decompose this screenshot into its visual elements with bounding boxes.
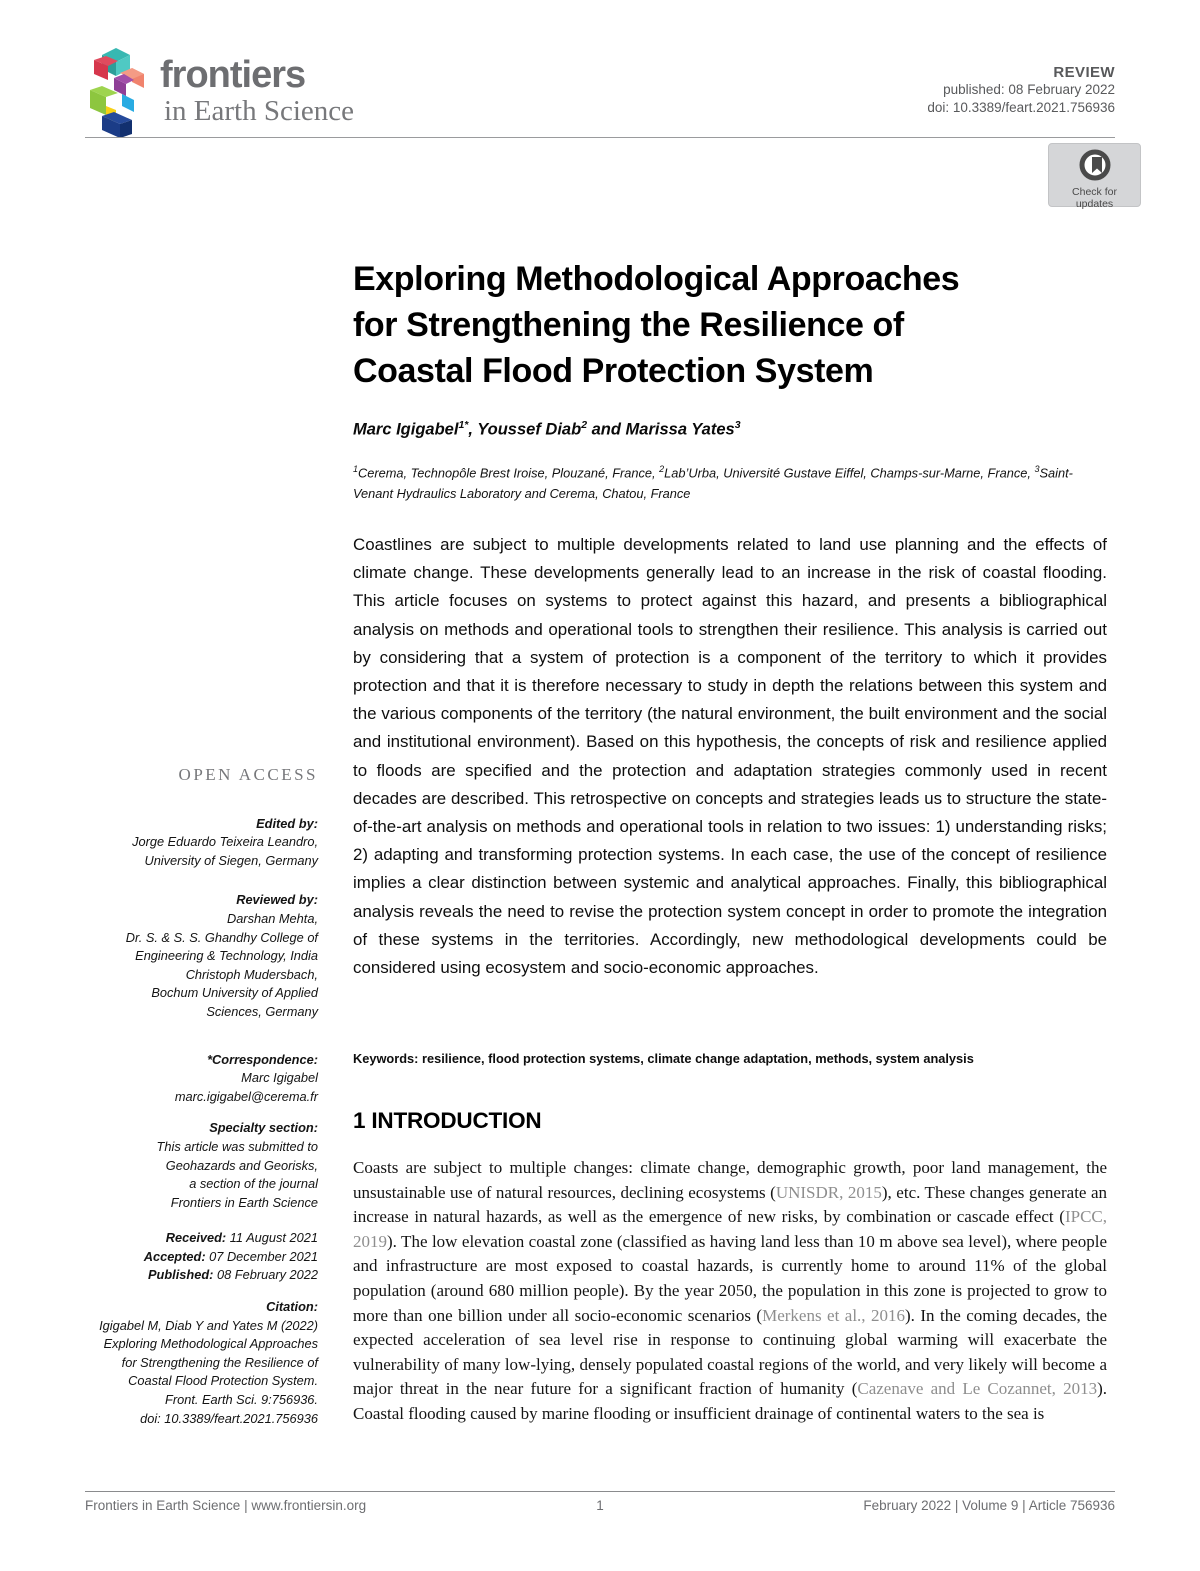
citation-link[interactable]: Cazenave and Le Cozannet, 2013: [857, 1379, 1098, 1399]
sidebar-line: Coastal Flood Protection System.: [128, 1373, 318, 1389]
open-access-label: OPEN ACCESS: [178, 765, 318, 784]
check-for-updates-label: Check for updates: [1072, 186, 1117, 210]
sidebar-date-line: [85, 1248, 318, 1267]
sidebar-block: [85, 891, 318, 1021]
title-line: Exploring Methodological Approaches: [353, 260, 960, 298]
correspondence-email-link[interactable]: marc.igigabel@cerema.fr: [174, 1088, 318, 1104]
sidebar-line: Exploring Methodological Approaches: [103, 1336, 318, 1352]
sidebar-date-line: [85, 1229, 318, 1248]
frontiers-logo-icon: [86, 46, 146, 143]
citation-link[interactable]: Merkens et al., 2016: [762, 1305, 906, 1325]
title-line: Coastal Flood Protection System: [353, 352, 874, 390]
affiliation-sup: 3: [1034, 464, 1040, 474]
section-heading-introduction: 1 INTRODUCTION: [353, 1108, 542, 1133]
header-divider: [85, 137, 1115, 138]
sidebar-block-label: Specialty section:: [209, 1120, 318, 1136]
introduction-paragraph: Coasts are subject to multiple changes: climate change, demographic growth, poor land management, the unsustainable use of natural resources, declining ecosystems (UNISDR, 2015), etc. These changes generate an increase in natural hazards, as well as the emergence of new risks, by combination or cascade effect (IPCC, 2019). The low elevation coastal zone (classified as having land less than 10 m above sea level), where people and infrastructure are most exposed to coastal hazards, is currently home to around 11% of the global population (around 680 million people). By the year 2050, the population in this zone is projected to grow to more than one billion under all socio-economic scenarios (Merkens et al., 2016). In the coming decades, the expected acceleration of sea level rise in response to continuing global warming will exacerbate the vulnerability of many low-lying, densely populated coastal regions of the world, and very likely will become a major threat in the near future for a significant fraction of humanity (Cazenave and Le Cozannet, 2013). Coastal flooding caused by marine flooding or insufficient drainage of continental waters to the sea is: [353, 1158, 1108, 1423]
published-date: published: 08 February 2022: [943, 82, 1115, 97]
article-type-label: REVIEW: [1053, 64, 1115, 81]
footer: [85, 1498, 1115, 1513]
sidebar-date-value: 08 February 2022: [213, 1267, 318, 1283]
author-affiliation-sup: 1*: [458, 419, 469, 431]
page-number: 1: [596, 1498, 604, 1513]
sidebar-block-label: *Correspondence:: [207, 1051, 318, 1067]
sidebar-date-value: 11 August 2021: [226, 1230, 318, 1246]
sidebar-block-label: Edited by:: [256, 815, 318, 831]
citation-link[interactable]: UNISDR, 2015: [775, 1182, 882, 1202]
keywords-line: Keywords: resilience, flood protection systems, climate change adaptation, methods, system analysis: [353, 1051, 974, 1066]
sidebar-line: Geohazards and Georisks,: [165, 1157, 318, 1173]
header-meta: [927, 64, 1115, 116]
sidebar-block: [85, 1298, 318, 1428]
sidebar-block: [85, 1119, 318, 1212]
check-for-updates-button[interactable]: [1048, 143, 1141, 210]
sidebar-date-label: Published:: [148, 1267, 214, 1283]
article-info-sidebar: [85, 766, 318, 1441]
doi-line: doi: 10.3389/feart.2021.756936: [927, 99, 1115, 115]
authors-line: Marc Igigabel$^{1*}$, Youssef Diab$^2$ and Marissa Yates$^3$: [353, 419, 741, 439]
sidebar-block-label: Citation:: [266, 1299, 318, 1315]
crossmark-icon: [1079, 149, 1111, 181]
affiliation-sup: 1: [353, 464, 359, 474]
footer-issue: February 2022 | Volume 9 | Article 756936: [863, 1498, 1115, 1513]
author-affiliation-sup: 2: [581, 419, 588, 431]
sidebar-line: Frontiers in Earth Science: [170, 1194, 318, 1210]
sidebar-block-label: Reviewed by:: [236, 892, 318, 908]
sidebar-line: Dr. S. & S. S. Ghandhy College of: [125, 929, 318, 945]
sidebar-line: Front. Earth Sci. 9:756936.: [165, 1392, 318, 1408]
footer-journal: Frontiers in Earth Science | www.frontiersin.org: [85, 1498, 367, 1513]
sidebar-line: a section of the journal: [189, 1176, 318, 1192]
citation-link[interactable]: IPCC, 2019: [353, 1207, 1107, 1251]
sidebar-date-label: Received:: [165, 1230, 227, 1246]
sidebar-block: [85, 815, 318, 871]
sidebar-line: Engineering & Technology, India: [135, 948, 318, 964]
sidebar-block: [85, 1229, 318, 1285]
title-line: for Strengthening the Resilience of: [353, 306, 904, 344]
sidebar-line: Marc Igigabel: [241, 1070, 318, 1086]
sidebar-date-line: [85, 1266, 318, 1285]
sidebar-line: Jorge Eduardo Teixeira Leandro,: [132, 834, 318, 850]
abstract-text: Coastlines are subject to multiple developments related to land use planning and the effects of climate change. These developments generally lead to an increase in the risk of coastal flooding. This article focuses on systems to protect against this hazard, and presents a bibliographical analysis on methods and operational tools to strengthen their resilience. This analysis is carried out by considering that a system of protection is a component of the territory to which it provides protection and that it is therefore necessary to study in depth the relations between this system and the various components of the territory (the natural environment, the built environment and the social and institutional environment). Based on this hypothesis, the concepts of risk and resilience applied to floods are specified and the protection and adaptation strategies commonly used in recent decades are described. This retrospective on concepts and strategies leads us to structure the state-of-the-art analysis on methods and operational tools in relation to two issues: 1) understanding risks; 2) adapting and transforming protection systems. In each case, the use of the concept of resilience implies a clear distinction between systemic and analytical approaches. Finally, this bibliographical analysis reveals the need to revise the protection system concept in order to promote the integration of these systems in the territories. Accordingly, new methodological developments could be considered using ecosystem and socio-economic approaches.: [353, 535, 1107, 978]
author-affiliation-sup: 3: [734, 419, 741, 431]
sidebar-line: Darshan Mehta,: [226, 910, 318, 926]
sidebar-line: Christoph Mudersbach,: [185, 966, 318, 982]
sidebar-date-value: 07 December 2021: [205, 1248, 318, 1264]
article-title: [353, 256, 1123, 394]
sidebar-line: for Strengthening the Resilience of: [121, 1354, 318, 1370]
sidebar-line: Igigabel M, Diab Y and Yates M (2022): [99, 1317, 318, 1333]
sidebar-line: doi: 10.3389/feart.2021.756936: [140, 1410, 318, 1426]
sidebar-line: Sciences, Germany: [206, 1003, 318, 1019]
journal-subtitle: in Earth Science: [164, 95, 355, 127]
affiliations: $^1$Cerema, Technopôle Brest Iroise, Plouzané, France, $^2$Lab’Urba, Université Gustave Eiffel, Champs-sur-Marne, France, $^3$Saint-Venant Hydraulics Laboratory and Cerema, Chatou, France: [353, 464, 1073, 501]
sidebar-line: This article was submitted to: [156, 1138, 318, 1154]
journal-name: frontiers: [160, 54, 306, 96]
affiliation-sup: 2: [659, 464, 665, 474]
sidebar-line: University of Siegen, Germany: [144, 852, 318, 868]
sidebar-line: Bochum University of Applied: [151, 985, 318, 1001]
journal-logo: [160, 56, 354, 128]
footer-divider: [85, 1491, 1115, 1492]
sidebar-block: [85, 1051, 318, 1107]
sidebar-date-label: Accepted:: [143, 1248, 206, 1264]
